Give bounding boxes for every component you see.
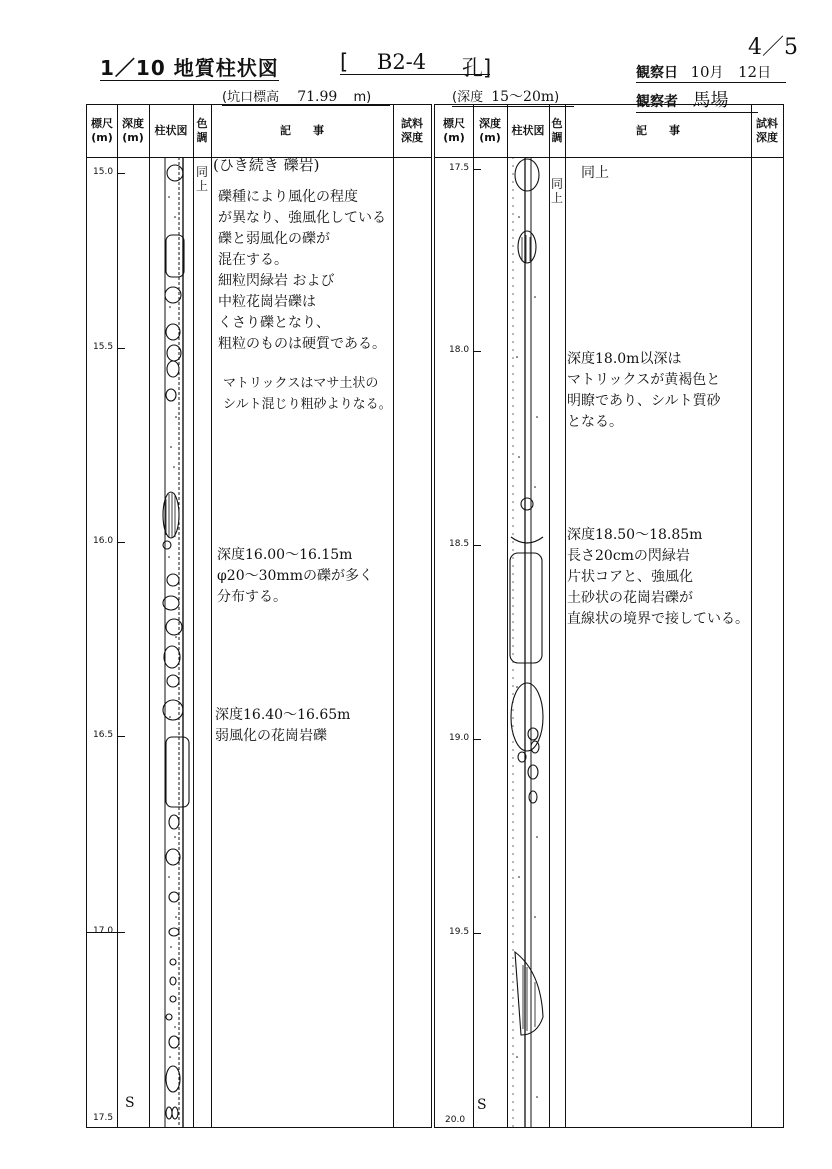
color-note: 同 上 — [551, 177, 564, 205]
page-number: 4／5 — [748, 35, 798, 60]
collar-elevation — [222, 86, 390, 106]
col-divider — [211, 105, 212, 1127]
header-scale: 標尺 (m) — [443, 117, 465, 144]
tick-line — [473, 545, 481, 546]
depth-tick: 17.5 — [449, 163, 470, 173]
header-depth: 深度 (m) — [122, 117, 144, 144]
observation-month-unit: 月 — [709, 65, 724, 81]
depth-tick: 17.5 — [93, 1113, 114, 1123]
hole-name: B2-4 — [376, 50, 427, 74]
depth-tick: 18.5 — [449, 539, 470, 549]
depth-tick: 19.5 — [449, 927, 470, 937]
note-gravel-weathering: 礫種により風化の程度 が異なり、強風化している 礫と弱風化の礫が 混在する。 細粒閃緑岩 および 中粒花崗岩礫は くさり礫となり、 粗粒のものは硬質である。 — [218, 189, 386, 352]
header-column: 柱状図 — [511, 124, 545, 137]
depth-tick: 20.0 — [445, 1115, 466, 1125]
col-divider — [473, 105, 474, 1127]
observation-day: 12 — [738, 63, 758, 81]
tick-line — [473, 351, 481, 352]
tick-line — [117, 736, 125, 737]
depth-tick: 16.0 — [93, 536, 114, 546]
col-divider — [751, 105, 752, 1127]
elevation-label: (坑口標高 — [222, 90, 280, 105]
col-divider — [193, 105, 194, 1127]
header-depth: 深度 (m) — [479, 117, 501, 144]
hole-bracket-open: [ — [340, 50, 349, 74]
depth-tick: 15.0 — [93, 167, 114, 177]
tick-line — [117, 173, 125, 174]
tick-line — [117, 542, 125, 543]
note-matrix: マトリックスはマサ土状の シルト混じり粗砂よりなる。 — [223, 376, 392, 412]
header-color: 色 調 — [196, 117, 208, 144]
note-depth-18-0: 深度18.0m以深は マトリックスが黄褐色と 明瞭であり、シルト質砂 となる。 — [567, 351, 721, 430]
col-divider — [565, 105, 566, 1127]
col-divider — [549, 105, 550, 1127]
depth-range-label: (深度 — [452, 90, 484, 105]
note-depth-18-50: 深度18.50～18.85m 長さ20cmの閃緑岩 片状コアと、強風化 土砂状の花崗岩礫が 直線状の境界で接している。 — [567, 527, 749, 627]
header-color: 色 調 — [551, 117, 563, 144]
log-panel-left — [86, 104, 432, 1128]
header-description: 記 事 — [280, 124, 324, 137]
columnar-section-left — [149, 157, 193, 1127]
depth-tick: 17.0 — [93, 926, 114, 936]
note-depth-16-40: 深度16.40～16.65m 弱風化の花崗岩礫 — [215, 707, 351, 744]
squiggle-mark: S — [477, 1097, 487, 1113]
depth-tick: 19.0 — [449, 733, 470, 743]
col-divider — [393, 105, 394, 1127]
page-title — [100, 52, 279, 81]
depth-range-value: 15～20m — [491, 89, 555, 105]
observer-name: 馬場 — [692, 90, 729, 111]
col-divider — [117, 105, 118, 1127]
note-same-as-above: 同上 — [581, 165, 609, 181]
header-sample: 試料 深度 — [401, 117, 423, 144]
tick-line — [87, 932, 125, 933]
tick-line — [473, 739, 481, 740]
depth-tick: 16.5 — [93, 730, 114, 740]
header-sample: 試料 深度 — [756, 117, 778, 144]
elevation-value: 71.99 — [297, 89, 338, 105]
observer-label: 観察者 — [636, 94, 678, 110]
header-description: 記 事 — [636, 124, 680, 137]
tick-line — [473, 933, 481, 934]
depth-tick: 18.0 — [449, 345, 470, 355]
elevation-unit: m) — [353, 90, 372, 105]
observation-date — [636, 62, 786, 83]
header-scale: 標尺 (m) — [91, 117, 113, 144]
columnar-section-right — [507, 157, 549, 1127]
tick-line — [473, 169, 481, 170]
tick-line — [117, 348, 125, 349]
title-text: 1／10 地質柱状図 — [100, 56, 279, 80]
hole-suffix: 孔] — [462, 56, 492, 80]
color-note: 同 上 — [196, 165, 209, 193]
depth-range-close: ) — [554, 90, 560, 105]
header-column: 柱状図 — [154, 124, 188, 137]
observation-day-unit: 日 — [757, 65, 772, 81]
observation-date-label: 観察日 — [636, 65, 678, 81]
log-panel-right — [434, 104, 784, 1128]
depth-tick: 15.5 — [93, 342, 114, 352]
observation-month: 10 — [690, 63, 710, 81]
note-depth-16-00: 深度16.00～16.15m φ20～30mmの礫が多く 分布する。 — [217, 547, 373, 605]
squiggle-mark: S — [125, 1095, 135, 1111]
note-continuation: (ひき続き 礫岩) — [213, 156, 320, 174]
